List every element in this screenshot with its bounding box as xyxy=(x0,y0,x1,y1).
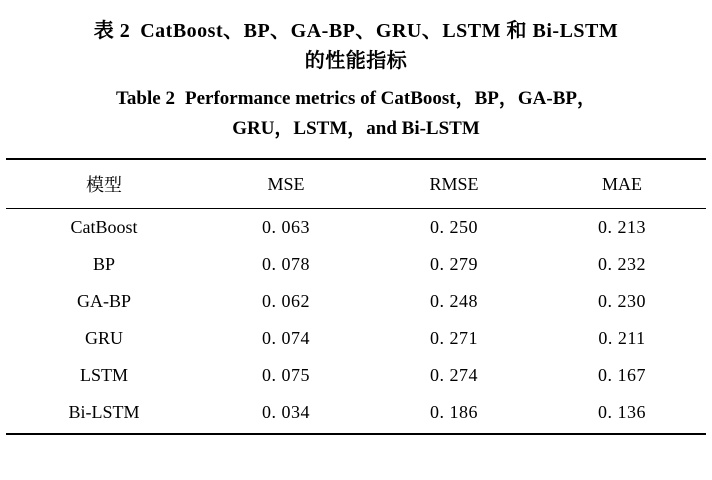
table-row xyxy=(6,394,706,434)
cell-mse: 0. 074 xyxy=(262,328,310,348)
cell-mae: 0. 211 xyxy=(598,328,646,348)
caption-chinese-label: 表 2 xyxy=(93,20,131,42)
table-row xyxy=(6,357,706,394)
table-row xyxy=(6,246,706,283)
cell-mae: 0. 213 xyxy=(598,217,646,237)
cell-model: LSTM xyxy=(79,365,128,385)
cell-rmse: 0. 274 xyxy=(430,365,478,385)
cell-rmse: 0. 271 xyxy=(430,328,478,348)
cell-rmse: 0. 248 xyxy=(430,291,478,311)
table-header-row xyxy=(6,159,706,209)
table-header xyxy=(6,159,706,209)
cell-model: CatBoost xyxy=(70,217,138,237)
column-header-rmse: RMSE xyxy=(370,159,538,209)
cell-rmse: 0. 279 xyxy=(430,254,478,274)
caption-english-line-2: GRU，LSTM，and Bi-LSTM xyxy=(232,118,480,139)
column-header-model: 模型 xyxy=(6,159,202,209)
cell-mae: 0. 230 xyxy=(598,291,646,311)
column-header-mse: MSE xyxy=(202,159,370,209)
caption-english-label: Table 2 xyxy=(116,88,175,109)
caption-chinese-text-1: CatBoost、BP、GA-BP、GRU、LSTM 和 Bi-LSTM xyxy=(140,20,619,42)
cell-model: Bi-LSTM xyxy=(6,394,202,434)
cell-mae: 0. 167 xyxy=(598,365,646,385)
table-body xyxy=(6,209,706,435)
cell-model: GRU xyxy=(84,328,123,348)
cell-mae: 0. 232 xyxy=(598,254,646,274)
cell-rmse: 0. 186 xyxy=(370,394,538,434)
table-row xyxy=(6,320,706,357)
cell-model: GA-BP xyxy=(76,291,131,311)
cell-mse: 0. 075 xyxy=(262,365,310,385)
caption-chinese-line-2: 的性能指标 xyxy=(304,50,408,72)
cell-mse: 0. 062 xyxy=(262,291,310,311)
caption-english-line-1 xyxy=(6,84,706,114)
table-caption-chinese xyxy=(6,16,706,76)
table-row xyxy=(6,283,706,320)
table-row xyxy=(6,209,706,247)
cell-mae: 0. 136 xyxy=(538,394,706,434)
cell-rmse: 0. 250 xyxy=(430,217,478,237)
cell-mse: 0. 063 xyxy=(262,217,310,237)
caption-chinese-line-1 xyxy=(6,16,706,46)
caption-english-text-1: Performance metrics of CatBoost，BP，GA-BP， xyxy=(184,88,596,109)
cell-mse: 0. 034 xyxy=(202,394,370,434)
cell-mse: 0. 078 xyxy=(262,254,310,274)
metrics-table xyxy=(6,158,706,435)
table-caption-english xyxy=(6,84,706,144)
column-header-mae: MAE xyxy=(538,159,706,209)
cell-model: BP xyxy=(92,254,116,274)
